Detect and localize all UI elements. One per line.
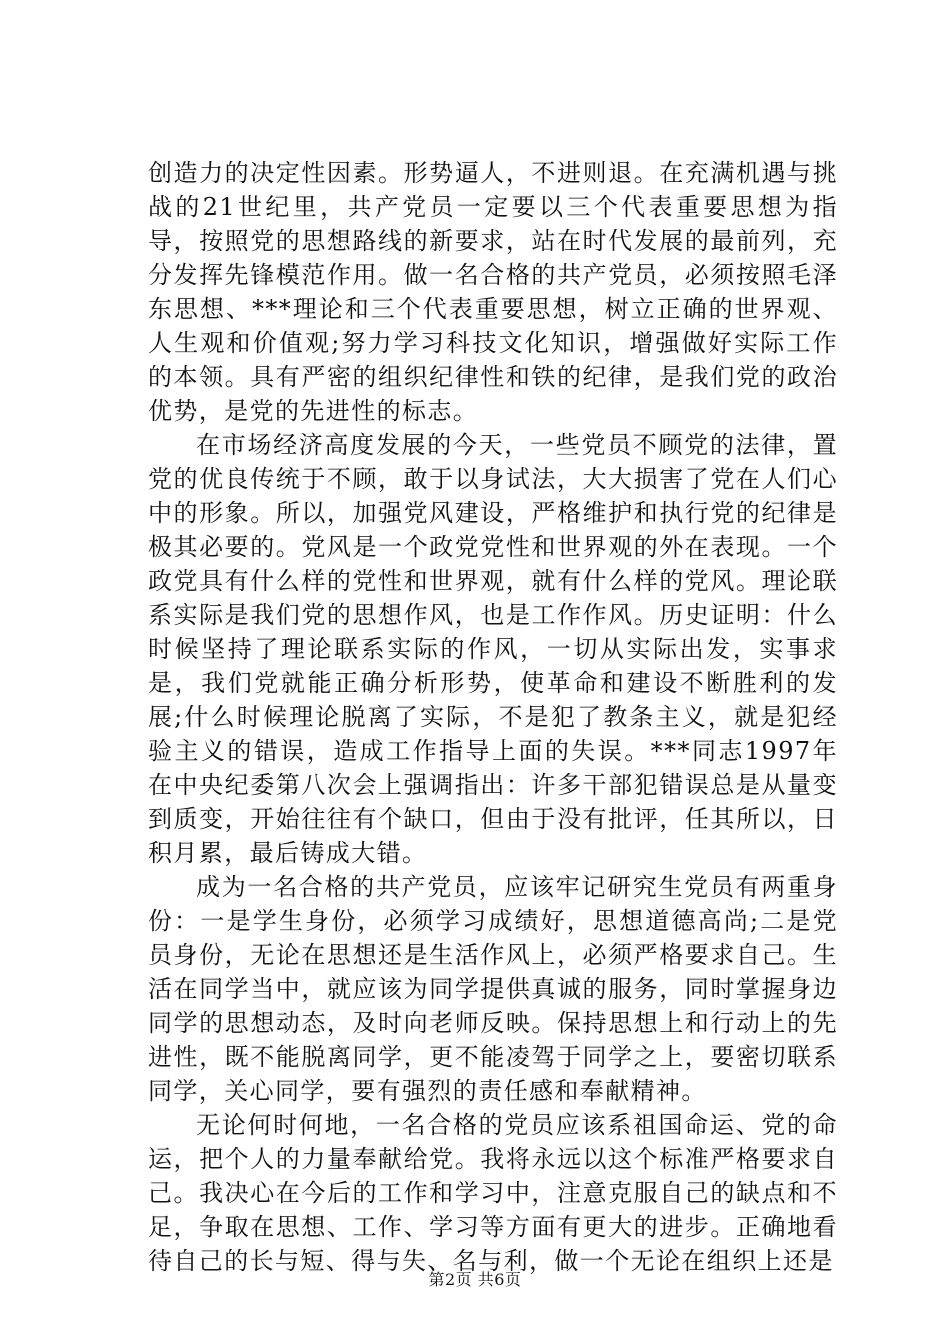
paragraph-4: 无论何时何地，一名合格的党员应该系祖国命运、党的命运，把个人的力量奉献给党。我将永远以这个标准严格要求自己。我决心在今后的工作和学习中，注意克服自己的缺点和不足，争取在思想、工作、学习等方面有更大的进步。正确地看待自己的长与短、得与失、名与利，做一个无论在组织上还是	[148, 1111, 838, 1275]
paragraph-1: 创造力的决定性因素。形势逼人，不进则退。在充满机遇与挑战的21世纪里，共产党员一定要以三个代表重要思想为指导，按照党的思想路线的新要求，站在时代发展的最前列，充分发挥先锋模范作用。做一名合格的共产党员，必须按照毛泽东思想、***理论和三个代表重要思想，树立正确的世界观、人生观和价值观;努力学习科技文化知识，增强做好实际工作的本领。具有严密的组织纪律性和铁的纪律，是我们党的政治优势，是党的先进性的标志。	[148, 159, 838, 425]
paragraph-3: 成为一名合格的共产党员，应该牢记研究生党员有两重身份：一是学生身份，必须学习成绩好，思想道德高尚;二是党员身份，无论在思想还是生活作风上，必须严格要求自己。生活在同学当中，就应该为同学提供真诚的服务，同时掌握身边同学的思想动态，及时向老师反映。保持思想上和行动上的先进性，既不能脱离同学，更不能凌驾于同学之上，要密切联系同学，关心同学，要有强烈的责任感和奉献精神。	[148, 873, 838, 1105]
paragraph-2: 在市场经济高度发展的今天，一些党员不顾党的法律，置党的优良传统于不顾，敢于以身试法，大大损害了党在人们心中的形象。所以，加强党风建设，严格维护和执行党的纪律是极其必要的。党风是一个政党党性和世界观的外在表现。一个政党具有什么样的党性和世界观，就有什么样的党风。理论联系实际是我们党的思想作风，也是工作作风。历史证明：什么时候坚持了理论联系实际的作风，一切从实际出发，实事求是，我们党就能正确分析形势，使革命和建设不断胜利的发展;什么时候理论脱离了实际，不是犯了教条主义，就是犯经验主义的错误，造成工作指导上面的失误。***同志1997年在中央纪委第八次会上强调指出：许多干部犯错误总是从量变到质变，开始往往有个缺口，但由于没有批评，任其所以，日积月累，最后铸成大错。	[148, 431, 838, 867]
page-footer: 第2页 共6页	[428, 1270, 522, 1289]
document-body	[148, 156, 838, 1278]
